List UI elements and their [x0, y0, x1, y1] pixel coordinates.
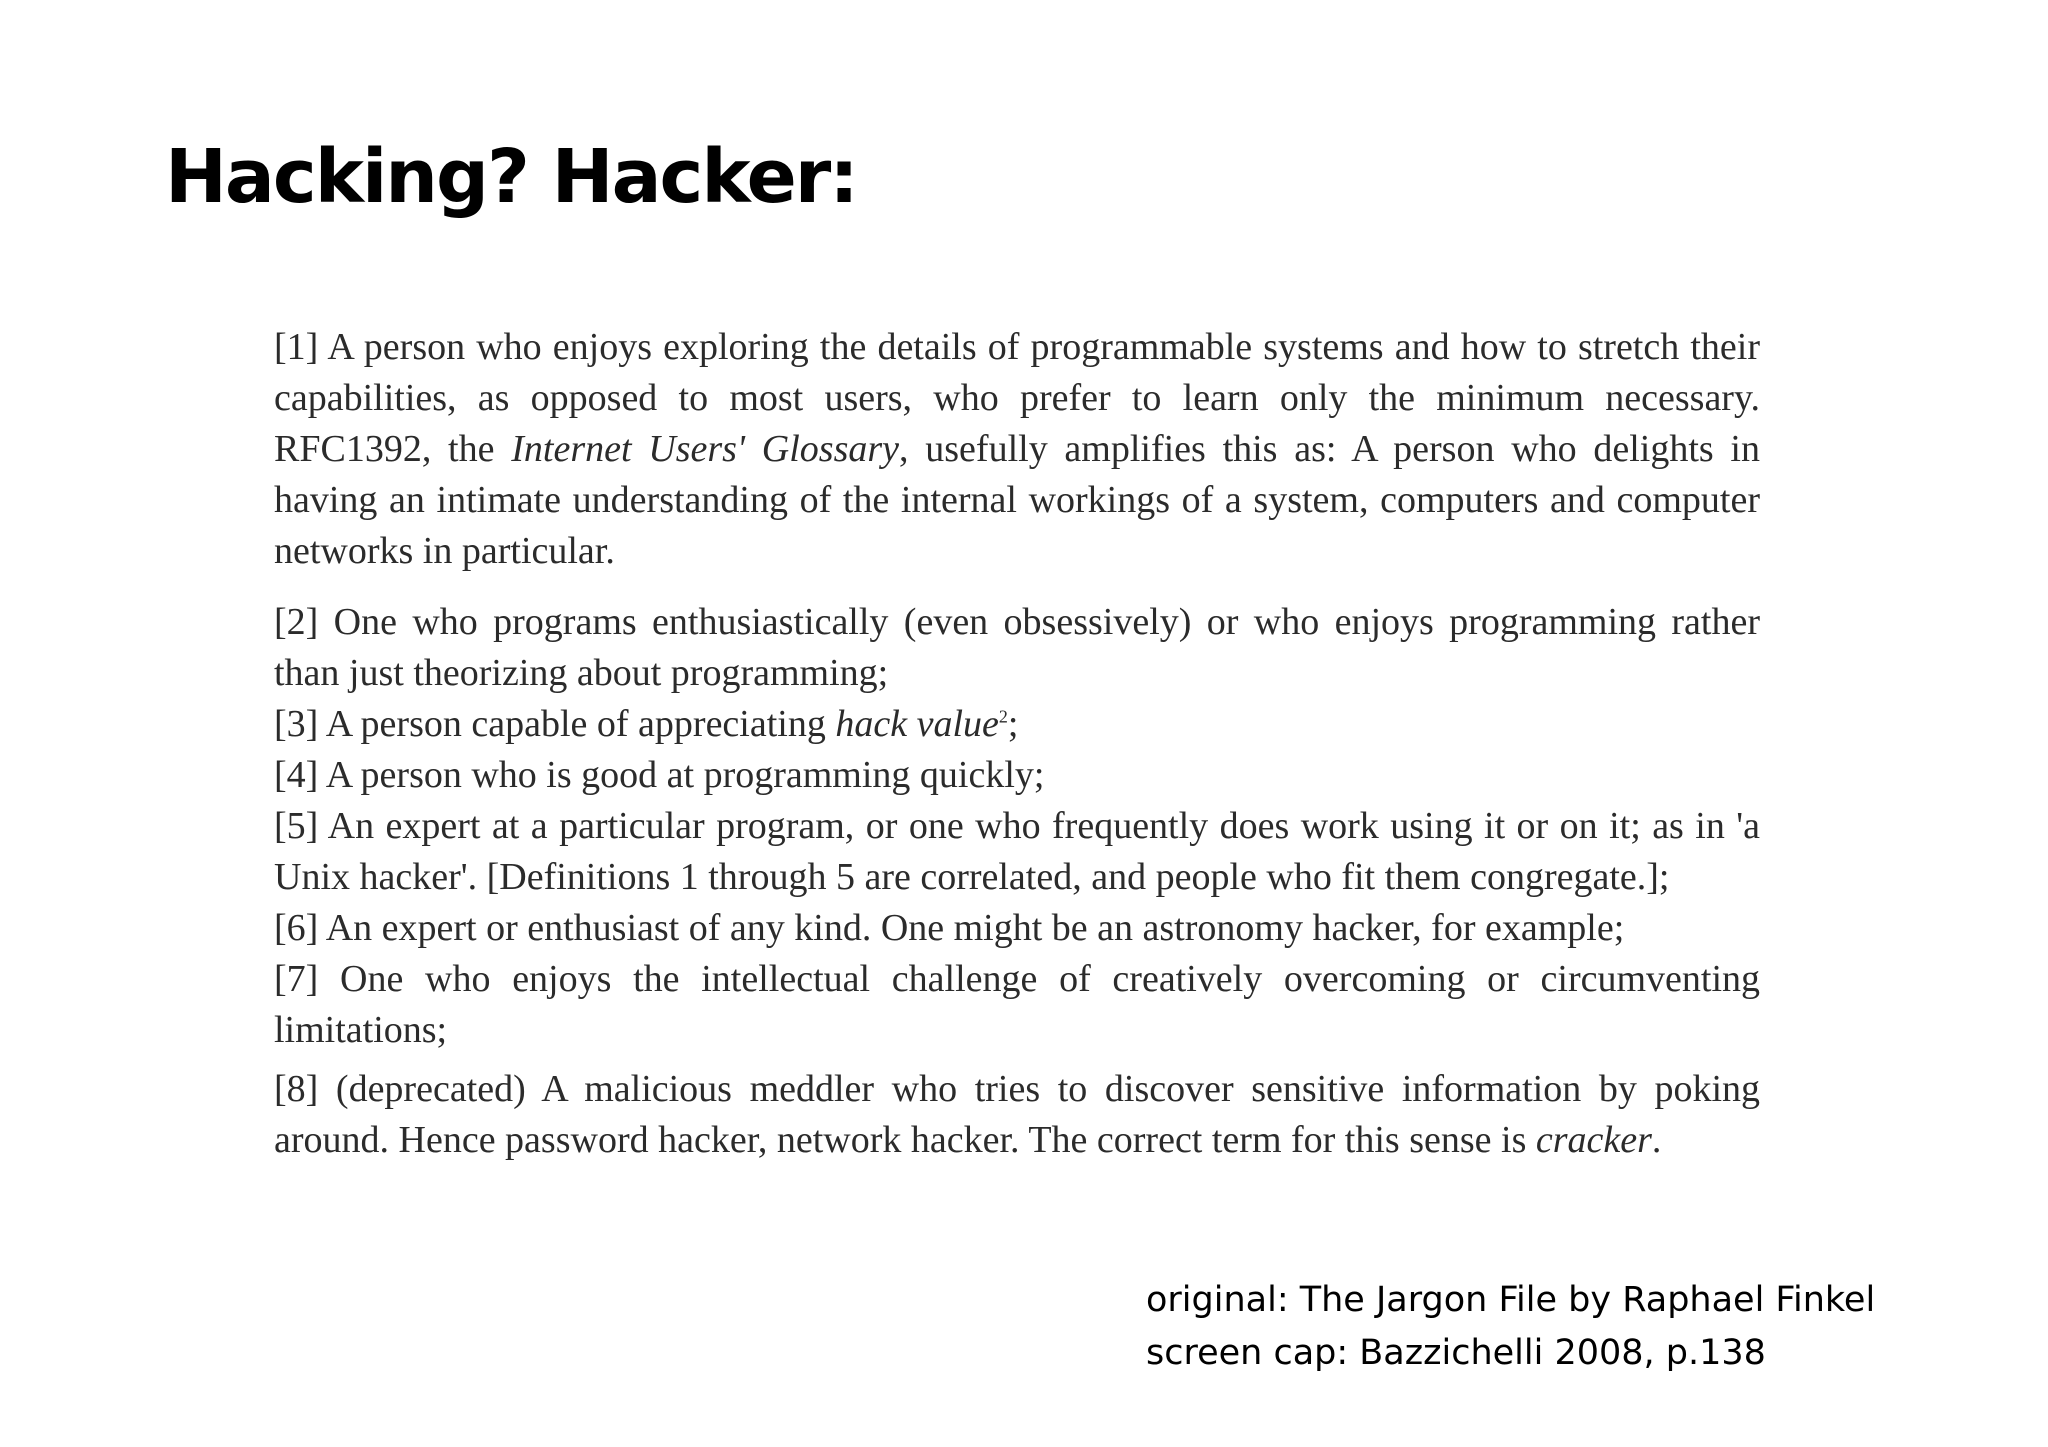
definition-3-text: [3] A person capable of appreciating	[274, 703, 836, 745]
slide-title: Hacking? Hacker:	[165, 134, 857, 220]
caption-original: original: The Jargon File by Raphael Finkel	[1146, 1280, 1876, 1320]
definition-8-text-end: .	[1651, 1119, 1662, 1161]
definition-7: [7] One who enjoys the intellectual challenge of creatively overcoming or circumventing limitations;	[274, 958, 1760, 1051]
definition-1-text: [1] A person who enjoys exploring the details of programmable systems and how to stretch their capabilities, as opposed to most users, who prefer to learn only the minimum necessary. RFC1392, the	[274, 326, 1760, 470]
definition-8-text: [8] (deprecated) A malicious meddler who tries to discover sensitive information by poking around. Hence password hacker, network hacker. The correct term for this sense is	[274, 1068, 1760, 1161]
glossary-title: Internet Users' Glossary	[511, 428, 900, 470]
jargon-excerpt	[274, 322, 1760, 1166]
definition-3	[274, 699, 1760, 750]
cracker-term: cracker	[1535, 1119, 1652, 1161]
definition-2: [2] One who programs enthusiastically (even obsessively) or who enjoys programming rather than just theorizing about programming;	[274, 601, 1760, 694]
hack-value-term: hack value	[835, 703, 999, 745]
footnote-marker: 2	[998, 706, 1008, 727]
definition-4: [4] A person who is good at programming quickly;	[274, 754, 1045, 796]
caption-screen-cap: screen cap: Bazzichelli 2008, p.138	[1146, 1333, 1766, 1373]
definition-1-text-end: , usefully amplifies this as: A person who delights in having an intimate understanding of the internal workings of a system, computers and computer networks in particular.	[274, 428, 1760, 572]
definition-1	[274, 322, 1760, 577]
definition-8	[274, 1064, 1760, 1166]
definition-5: [5] An expert at a particular program, or one who frequently does work using it or on it; as in 'a Unix hacker'. [Definitions 1 through 5 are correlated, and people who fit them congregate.];	[274, 805, 1760, 898]
definition-3-text-end: ;	[1007, 703, 1019, 745]
definition-6: [6] An expert or enthusiast of any kind. One might be an astronomy hacker, for example;	[274, 907, 1625, 949]
source-caption	[1146, 1274, 1875, 1380]
